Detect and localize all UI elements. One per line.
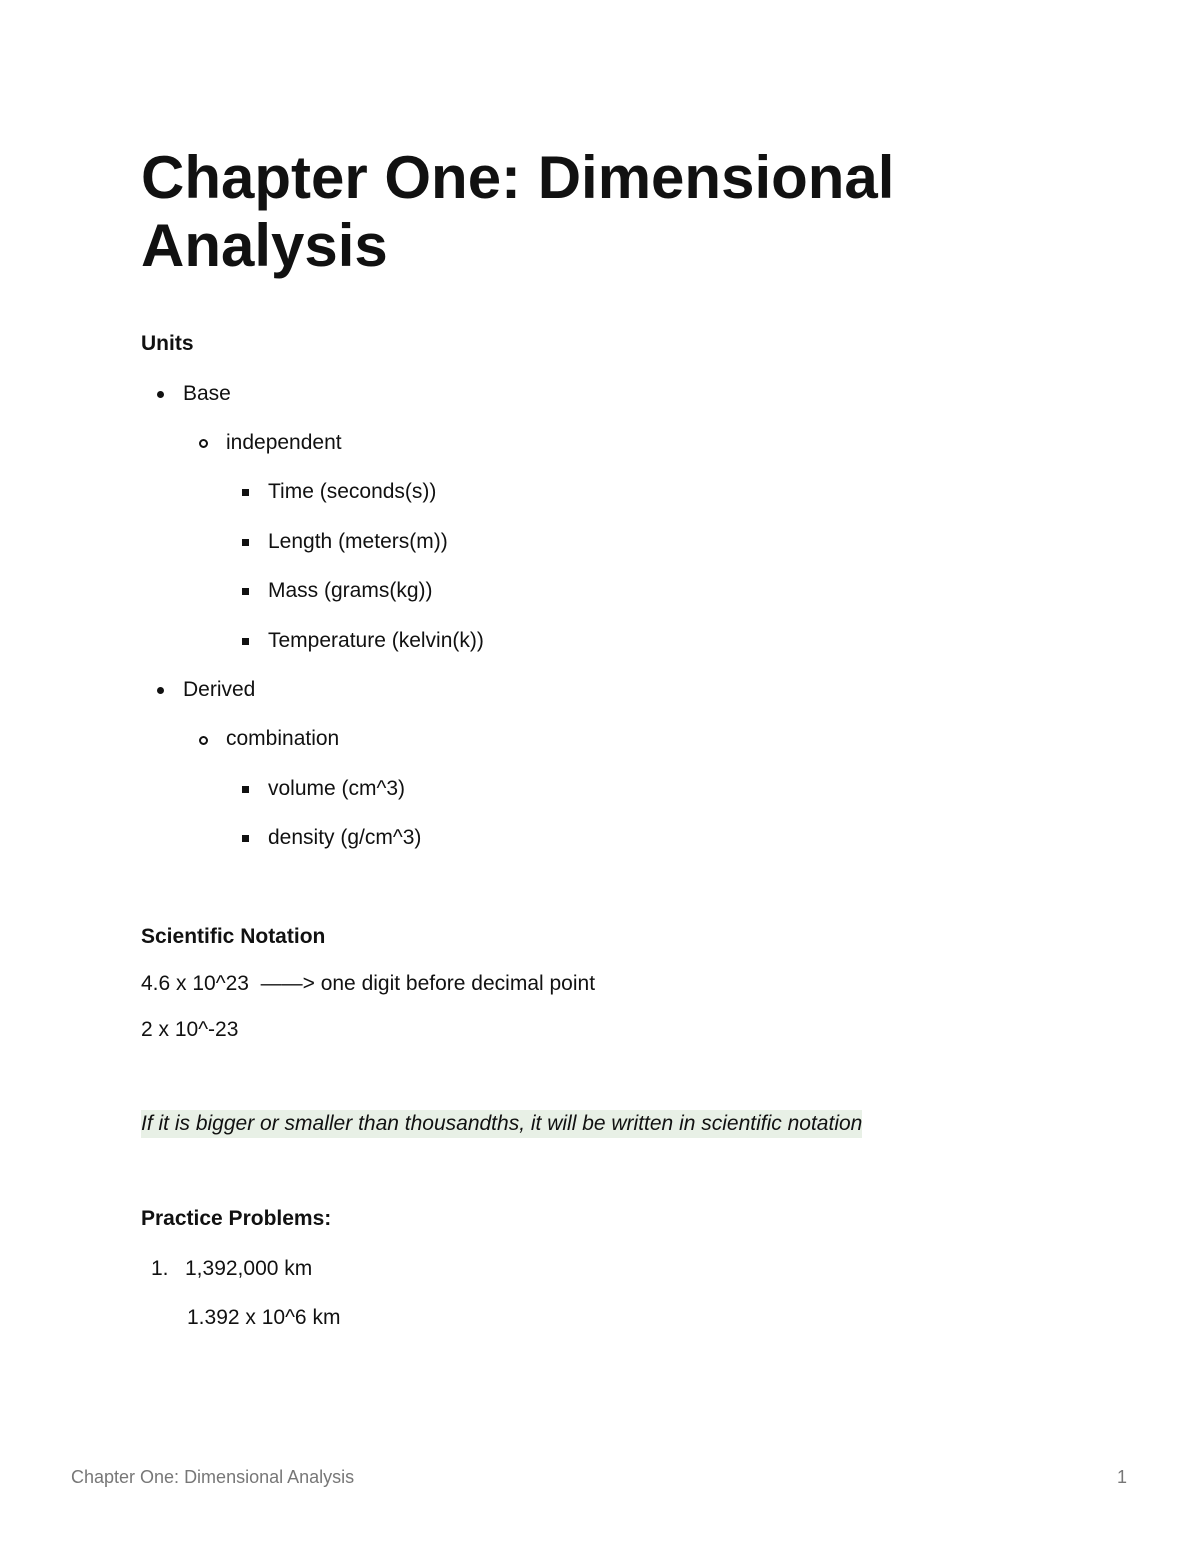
footer-page-number: 1 <box>1117 1467 1128 1487</box>
bullet-square-icon <box>242 539 249 546</box>
practice-question: 1,392,000 km <box>185 1257 313 1280</box>
bullet-square-icon <box>242 786 249 793</box>
list-item-volume: volume (cm^3) <box>268 777 406 800</box>
bullet-disc-icon <box>157 391 164 398</box>
list-item-density: density (g/cm^3) <box>268 826 422 849</box>
bullet-disc-icon <box>157 687 164 694</box>
bullet-circle-icon <box>199 439 208 448</box>
list-item-independent: independent <box>226 431 342 454</box>
scientific-notation-heading: Scientific Notation <box>141 925 326 948</box>
notation-example-line: 2 x 10^-23 <box>141 1018 239 1041</box>
page-title: Chapter One: Dimensional Analysis <box>141 144 895 279</box>
units-heading: Units <box>141 332 194 355</box>
list-number: 1. <box>151 1257 169 1280</box>
list-item-temperature: Temperature (kelvin(k)) <box>268 629 484 652</box>
practice-problems-heading: Practice Problems: <box>141 1207 332 1230</box>
footer-title: Chapter One: Dimensional Analysis <box>71 1467 355 1487</box>
bullet-square-icon <box>242 638 249 645</box>
bullet-square-icon <box>242 588 249 595</box>
list-item-length: Length (meters(m)) <box>268 530 448 553</box>
practice-answer: 1.392 x 10^6 km <box>187 1306 341 1329</box>
list-item-derived: Derived <box>183 678 256 701</box>
bullet-square-icon <box>242 489 249 496</box>
bullet-circle-icon <box>199 736 208 745</box>
highlighted-note: If it is bigger or smaller than thousandths, it will be written in scientific notation <box>141 1110 862 1138</box>
bullet-square-icon <box>242 835 249 842</box>
list-item-time: Time (seconds(s)) <box>268 480 437 503</box>
list-item-base: Base <box>183 382 231 405</box>
list-item-combination: combination <box>226 727 340 750</box>
list-item-mass: Mass (grams(kg)) <box>268 579 433 602</box>
notation-example-line: 4.6 x 10^23 ——> one digit before decimal point <box>141 972 596 995</box>
